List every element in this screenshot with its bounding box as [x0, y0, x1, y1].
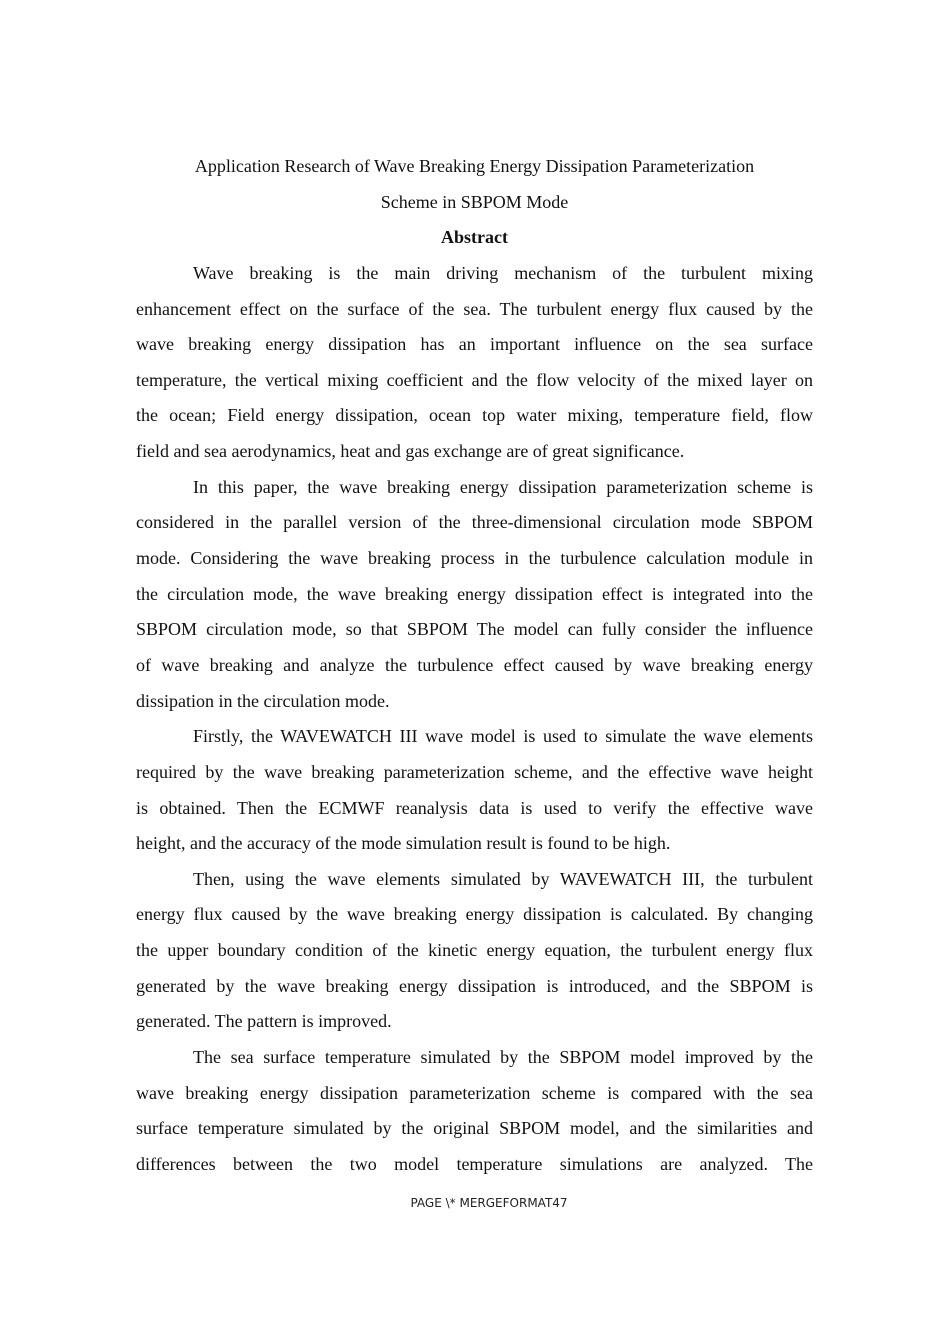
- page-footer: PAGE \* MERGEFORMAT47: [410, 1196, 568, 1210]
- paragraph: [136, 256, 813, 470]
- paragraph-line: SBPOM circulation mode, so that SBPOM The model can fully consider the influence: [136, 619, 813, 640]
- paragraph-line: mode. Considering the wave breaking process in the turbulence calculation module in: [136, 548, 813, 569]
- paragraph-line: wave breaking energy dissipation has an important influence on the sea surface: [136, 334, 813, 355]
- paragraph-line: considered in the parallel version of the three-dimensional circulation mode SBPOM: [136, 512, 813, 533]
- paragraph-line: Wave breaking is the main driving mechanism of the turbulent mixing: [193, 262, 813, 283]
- paragraph-line: of wave breaking and analyze the turbulence effect caused by wave breaking energy: [136, 654, 813, 675]
- paragraph-line: surface temperature simulated by the original SBPOM model, and the similarities and: [136, 1118, 813, 1139]
- paragraph: [136, 719, 813, 862]
- paragraph-line: wave breaking energy dissipation parameterization scheme is compared with the sea: [136, 1082, 813, 1103]
- title-line-2: Scheme in SBPOM Mode: [380, 191, 569, 212]
- abstract-heading: Abstract: [441, 227, 508, 248]
- document-page: [136, 149, 813, 1183]
- paragraph-line: Firstly, the WAVEWATCH III wave model is used to simulate the wave elements: [193, 726, 813, 747]
- paragraph-line: In this paper, the wave breaking energy dissipation parameterization scheme is: [193, 476, 813, 497]
- paragraph: [136, 470, 813, 719]
- paragraph: [136, 862, 813, 1040]
- paragraph-line: the circulation mode, the wave breaking energy dissipation effect is integrated into the: [136, 583, 813, 604]
- paragraph-line: dissipation in the circulation mode.: [136, 690, 390, 711]
- paragraph-line: The sea surface temperature simulated by the SBPOM model improved by the: [193, 1047, 813, 1068]
- paragraph-line: generated by the wave breaking energy dissipation is introduced, and the SBPOM is: [136, 975, 813, 996]
- paragraph-line: the upper boundary condition of the kinetic energy equation, the turbulent energy flux: [136, 940, 813, 961]
- paragraph-line: required by the wave breaking parameterization scheme, and the effective wave height: [136, 761, 813, 782]
- abstract-body: [136, 256, 813, 1183]
- paragraph: [136, 1040, 813, 1183]
- paragraph-line: differences between the two model temperature simulations are analyzed. The: [136, 1153, 813, 1174]
- paragraph-line: is obtained. Then the ECMWF reanalysis data is used to verify the effective wave: [136, 797, 813, 818]
- paragraph-line: generated. The pattern is improved.: [136, 1011, 392, 1032]
- paragraph-line: enhancement effect on the surface of the sea. The turbulent energy flux caused by the: [136, 298, 813, 319]
- paragraph-line: energy flux caused by the wave breaking energy dissipation is calculated. By changing: [136, 904, 813, 925]
- title-line-1: Application Research of Wave Breaking Energy Dissipation Parameterization: [194, 156, 755, 176]
- paragraph-line: the ocean; Field energy dissipation, ocean top water mixing, temperature field, flow: [136, 405, 813, 426]
- paragraph-line: Then, using the wave elements simulated by WAVEWATCH III, the turbulent: [193, 868, 813, 889]
- paragraph-line: temperature, the vertical mixing coefficient and the flow velocity of the mixed layer on: [136, 369, 813, 390]
- paragraph-line: height, and the accuracy of the mode simulation result is found to be high.: [136, 833, 671, 854]
- paragraph-line: field and sea aerodynamics, heat and gas exchange are of great significance.: [136, 441, 685, 462]
